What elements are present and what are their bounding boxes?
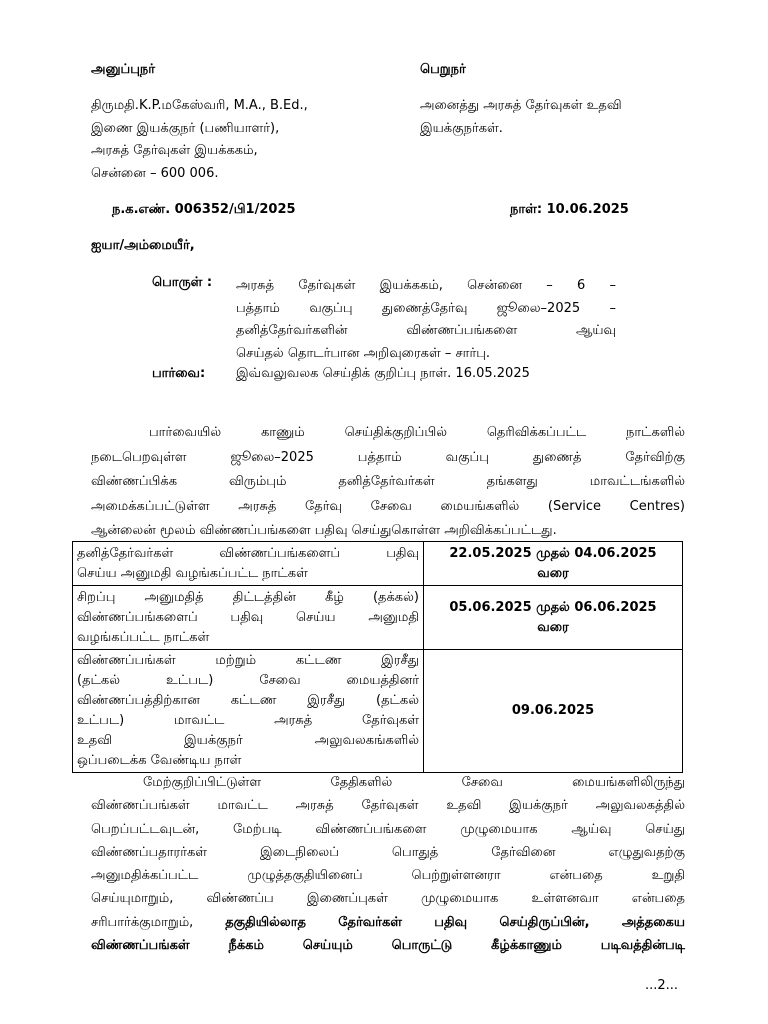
table-cell-description: சிறப்பு அனுமதித் திட்டத்தின் கீழ் (தக்கல்) விண்ணப்பங்களைப் பதிவு செய்ய அனுமதி வழங்கப்பட்ட நாட்கள் (73, 586, 424, 650)
table-cell-description: தனித்தேர்வர்கள் விண்ணப்பங்களைப் பதிவு செய்ய அனுமதி வழங்கப்பட்ட நாட்கள் (73, 542, 424, 586)
table-row (73, 586, 683, 650)
reference-text: இவ்வலுவலக செய்திக் குறிப்பு நாள். 16.05.2025 (236, 366, 530, 381)
paragraph-text: சரிபார்க்குமாறும், (91, 914, 226, 930)
sender-line: இணை இயக்குநர் (பணியாளர்), (91, 120, 280, 136)
paragraph-line: விண்ணப்பதாரர்கள் இடைநிலைப் பொதுத் தேர்வினை எழுதுவதற்கு (91, 844, 685, 860)
paragraph-line: அனுமதிக்கப்பட்ட முழுத்தகுதியினைப் பெற்றுள்ளனரா என்பதை உறுதி (91, 868, 685, 884)
recipient-heading: பெறுநர் (420, 62, 466, 77)
paragraph-line: செய்யுமாறும், விண்ணப்ப இணைப்புகள் முழுமையாக உள்ளனவா என்பதை (91, 891, 685, 907)
paragraph-line: பெறப்பட்டவுடன், மேற்படி விண்ணப்பங்களை முழுமையாக ஆய்வு செய்து (91, 821, 685, 837)
sender-heading: அனுப்புநர் (91, 62, 156, 77)
subject-line: செய்தல் தொடர்பான அறிவுரைகள் – சார்பு. (236, 345, 491, 361)
table-row (73, 650, 683, 773)
paragraph-line: நடைபெறவுள்ள ஜூலை–2025 பத்தாம் வகுப்பு துணைத் தேர்விற்கு (91, 449, 685, 465)
subject-line: தனித்தேர்வர்களின் விண்ணப்பங்களை ஆய்வு (236, 323, 616, 338)
paragraph-line (91, 911, 685, 934)
letter-date: நாள்: 10.06.2025 (510, 202, 629, 217)
reference-number: ந.க.எண். 006352/பி1/2025 (112, 202, 296, 217)
table-cell-date: 05.06.2025 முதல் 06.06.2025 வரை (424, 586, 683, 650)
subject-text (236, 275, 616, 365)
table-cell-date: 09.06.2025 (424, 650, 683, 773)
subject-line: அரசுத் தேர்வுகள் இயக்ககம், சென்னை – 6 – (236, 278, 616, 293)
sender-line: திருமதி.K.P.மகேஸ்வரி, M.A., B.Ed., (91, 98, 308, 113)
paragraph-line: அமைக்கப்பட்டுள்ள அரசுத் தேர்வு சேவை மையங்களில் (Service Centres) (91, 498, 685, 514)
subject-line: பத்தாம் வகுப்பு துணைத்தேர்வு ஜூலை–2025 – (236, 300, 616, 316)
paragraph-instructions (91, 771, 685, 957)
paragraph-line: பார்வையில் காணும் செய்திக்குறிப்பில் தெரிவிக்கப்பட்ட நாட்களில் (149, 425, 685, 440)
salutation: ஐயா/அம்மையீர், (91, 238, 195, 253)
paragraph-line: விண்ணப்பங்கள் மாவட்ட அரசுத் தேர்வுகள் உதவி இயக்குநர் அலுவலகத்தில் (91, 798, 685, 814)
paragraph-line: விண்ணப்பிக்க விரும்பும் தனித்தேர்வர்கள் தங்களது மாவட்டங்களில் (91, 474, 685, 489)
table-cell-date: 22.05.2025 முதல் 04.06.2025 வரை (424, 542, 683, 586)
sender-line: அரசுத் தேர்வுகள் இயக்ககம், (91, 143, 258, 158)
recipient-line: இயக்குநர்கள். (420, 120, 503, 136)
recipient-address (420, 95, 622, 140)
recipient-line: அனைத்து அரசுத் தேர்வுகள் உதவி (420, 98, 622, 113)
table-row (73, 542, 683, 586)
subject-label: பொருள் : (152, 275, 213, 290)
page-continuation-marker: ...2... (645, 978, 679, 993)
sender-line: சென்னை – 600 006. (91, 165, 219, 181)
reference-label: பார்வை: (152, 366, 206, 381)
paragraph-bold-text: தகுதியில்லாத தேர்வர்கள் பதிவு செய்திருப்பின், அத்தகைய (225, 914, 685, 930)
paragraph-line: விண்ணப்பங்கள் நீக்கம் செய்யும் பொருட்டு கீழ்க்காணும் படிவத்தின்படி (91, 938, 685, 954)
schedule-table (72, 541, 683, 773)
paragraph-intro (91, 421, 685, 544)
table-cell-description: விண்ணப்பங்கள் மற்றும் கட்டண இரசீது (தட்கல் உட்பட) சேவை மையத்தினர் விண்ணப்பத்திற்கான கட்டண இரசீது (தட்கல் உட்பட) மாவட்ட அரசுத் தேர்வுகள் உதவி இயக்குநர் அலுவலகங்களில் ஒப்படைக்க வேண்டிய நாள் (73, 650, 424, 773)
sender-address (91, 95, 308, 185)
paragraph-line: மேற்குறிப்பிட்டுள்ள தேதிகளில் சேவை மையங்களிலிருந்து (143, 775, 685, 790)
paragraph-line: ஆன்லைன் மூலம் விண்ணப்பங்களை பதிவு செய்துகொள்ள அறிவிக்கப்பட்டது. (91, 523, 557, 538)
